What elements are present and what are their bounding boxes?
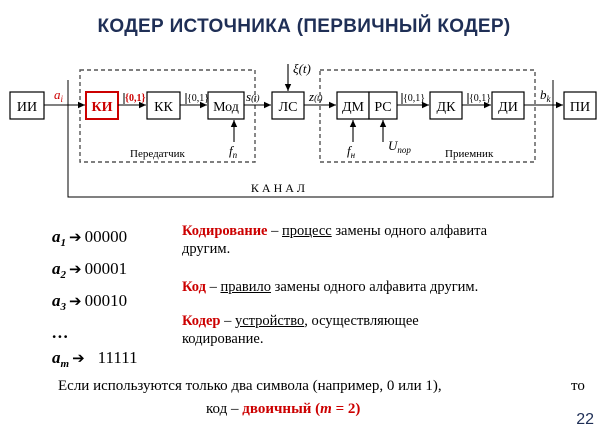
svg-text:ДИ: ДИ <box>498 100 518 115</box>
svg-text:ДК: ДК <box>436 100 456 115</box>
label-alphabet-2: {0,1} <box>187 93 210 104</box>
block-kk <box>147 92 180 119</box>
page-title: КОДЕР ИСТОЧНИКА (ПЕРВИЧНЫЙ КОДЕР) <box>97 16 511 37</box>
label-a-i: $a_i$ <box>54 87 64 104</box>
label-alphabet-1: {0,1} <box>125 93 146 104</box>
svg-text:ИИ: ИИ <box>16 100 38 115</box>
code-row: $a_1$ ➔ 00000 <box>52 227 128 249</box>
svg-text:ПИ: ПИ <box>569 100 591 115</box>
block-ii <box>10 92 44 119</box>
svg-text:Мод: Мод <box>213 100 239 115</box>
arrow-right-icon: ➔ <box>69 292 82 310</box>
svg-text:ДМ: ДМ <box>342 100 364 115</box>
block-di <box>492 92 524 119</box>
block-rs <box>369 92 397 119</box>
label-z-t: z(t) <box>309 89 323 104</box>
arrow-right-icon: ➔ <box>72 349 85 367</box>
page-number: 22 <box>576 411 594 428</box>
code-table <box>52 224 138 377</box>
arrow-right-icon: ➔ <box>69 228 82 246</box>
arrow-right-icon: ➔ <box>69 260 82 278</box>
label-channel: К А Н А Л <box>250 181 306 195</box>
note-line-1-tail: то <box>571 378 585 394</box>
label-f-p: $f_п$ <box>229 143 238 160</box>
code-row: $a_m$ ➔ 11111 <box>52 348 138 370</box>
code-row: $a_3$ ➔ 00010 <box>52 291 128 313</box>
label-f-n: $f_н$ <box>347 143 356 160</box>
block-ls <box>272 92 304 119</box>
label-b-k: $b_k$ <box>540 87 551 104</box>
code-row: … <box>52 323 69 342</box>
label-receiver: Приемник <box>445 148 494 160</box>
label-u-por: $U_{пор}$ <box>388 138 411 155</box>
label-transmitter: Передатчик <box>130 148 185 160</box>
svg-text:КК: КК <box>154 100 173 115</box>
note-line-1: Если используются только два символа (например, 0 или 1), <box>58 378 442 394</box>
label-s-t: s(t) <box>246 89 260 104</box>
svg-text:КИ: КИ <box>91 100 113 115</box>
definition-encoding: Кодирование – процесс замены одного алфавита другим. <box>182 223 488 257</box>
definition-coder: Кодер – устройство, осуществляющее кодирование. <box>182 313 419 347</box>
definition-code: Код – правило замены одного алфавита другим. <box>182 279 479 295</box>
svg-text:ЛС: ЛС <box>278 100 298 115</box>
code-row: $a_2$ ➔ 00001 <box>52 259 128 281</box>
block-dm <box>337 92 369 119</box>
block-pi <box>564 92 596 119</box>
label-alphabet-3: {0,1} <box>403 93 426 104</box>
label-alphabet-4: {0,1} <box>469 93 492 104</box>
svg-text:РС: РС <box>374 100 392 115</box>
label-xi-t: ξ(t) <box>293 61 311 76</box>
block-dk <box>430 92 462 119</box>
block-diagram <box>0 0 608 210</box>
block-ki <box>86 92 118 119</box>
note-line-2: код – двоичный (m = 2) <box>206 401 361 417</box>
block-mod <box>208 92 244 119</box>
